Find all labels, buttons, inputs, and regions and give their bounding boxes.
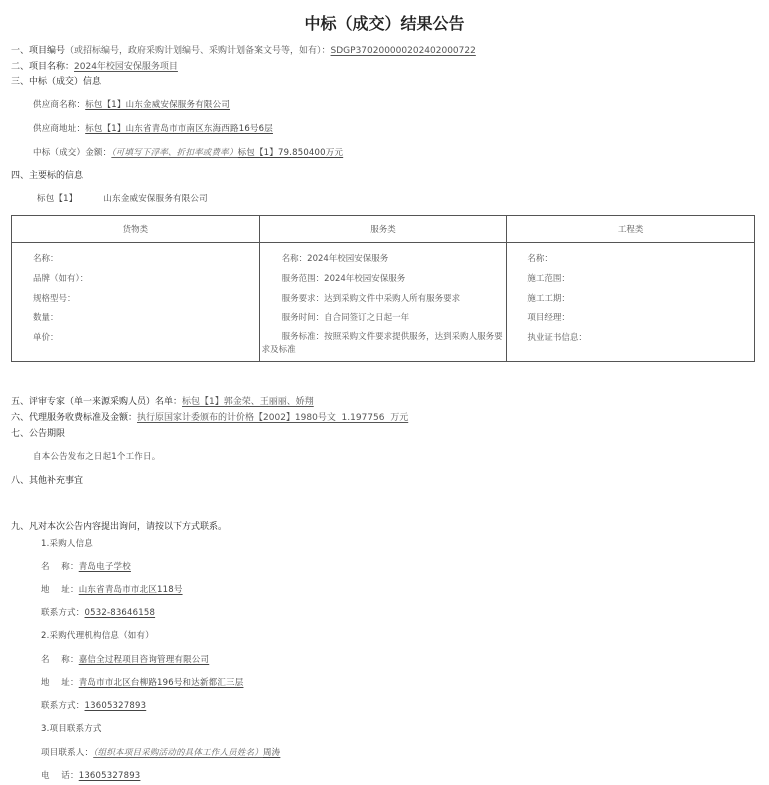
works-scope: 施工范围： [527, 274, 570, 284]
page-title: 中标（成交）结果公告 [304, 14, 465, 33]
purchaser-info-title: 1.采购人信息 [41, 539, 94, 549]
goods-price: 单价： [33, 333, 59, 343]
supplier-name-value: 标包【1】山东金威安保服务有限公司 [85, 100, 231, 110]
agency-name-value: 嘉信全过程项目咨询管理有限公司 [78, 655, 210, 665]
subject-table [11, 215, 755, 362]
experts-row [11, 394, 314, 407]
works-certificate: 执业证书信息： [527, 333, 587, 343]
project-number-value: SDGP370200000202402000722 [330, 46, 476, 56]
agency-name-row [41, 653, 209, 665]
purchaser-phone-value: 0532-83646158 [84, 608, 156, 618]
project-contact-value: 周涛 [262, 748, 281, 758]
goods-model: 规格型号： [33, 294, 76, 304]
service-name: 名称：2024年校园安保服务 [281, 254, 389, 264]
works-period: 施工工期： [527, 294, 570, 304]
purchaser-address-value: 山东省青岛市市北区118号 [78, 585, 183, 595]
project-phone-label: 电 话： [41, 771, 79, 781]
agency-address-label: 地 址： [41, 678, 79, 688]
table-header-goods: 货物类 [12, 216, 260, 243]
goods-name: 名称： [33, 254, 59, 264]
purchaser-name-value: 青岛电子学校 [78, 562, 131, 572]
purchaser-phone-row [41, 606, 155, 618]
service-time: 服务时间：自合同签订之日起一年 [281, 313, 410, 323]
agency-fee-value: 执行原国家计委颁布的计价格【2002】1980号文 1.197756 万元 [137, 413, 409, 423]
lot-label: 标包【1】 [37, 194, 78, 204]
lot-company: 山东金威安保服务有限公司 [103, 194, 208, 204]
agency-fee-label: 六、代理服务收费标准及金额： [11, 413, 138, 423]
lot-row [37, 192, 208, 204]
agency-phone-label: 联系方式： [41, 701, 85, 711]
goods-quantity: 数量： [33, 313, 59, 323]
table-header-service: 服务类 [259, 216, 507, 243]
goods-brand: 品牌（如有）： [33, 274, 89, 284]
purchaser-name-row [41, 560, 131, 572]
table-header-works: 工程类 [507, 216, 755, 243]
works-name: 名称： [527, 254, 553, 264]
service-requirement: 服务要求：达到采购文件中采购人所有服务要求 [281, 294, 461, 304]
supplier-address-value: 标包【1】山东省青岛市市南区东海西路16号6层 [85, 124, 273, 134]
supplier-address-row [33, 122, 273, 134]
project-number-row [11, 43, 476, 56]
award-amount-value: 标包【1】79.850400万元 [237, 148, 344, 158]
service-cell [259, 243, 507, 362]
goods-cell [12, 243, 260, 362]
project-number-hint: （或招标编号，政府采购计划编号、采购计划备案文号等，如有）： [65, 46, 331, 56]
experts-value: 标包【1】郭金荣、王丽丽、娇翔 [182, 397, 314, 407]
purchaser-address-label: 地 址： [41, 585, 79, 595]
agency-phone-value: 13605327893 [84, 701, 147, 711]
project-phone-row [41, 769, 140, 781]
project-name-label: 二、项目名称： [11, 62, 75, 72]
service-standard: 服务标准：按照采购文件要求提供服务，达到采购人服务要求及标准 [261, 332, 503, 355]
other-matters-heading: 八、其他补充事宜 [11, 476, 84, 486]
purchaser-phone-label: 联系方式： [41, 608, 85, 618]
main-subject-heading: 四、主要标的信息 [11, 171, 84, 181]
award-amount-hint: （可填写下浮率、折扣率或费率） [111, 148, 238, 158]
agency-info-title: 2.采购代理机构信息（如有） [41, 631, 154, 641]
project-contact-row [41, 746, 280, 758]
purchaser-address-row [41, 583, 183, 595]
service-scope: 服务范围：2024年校园安保服务 [281, 274, 406, 284]
project-contact-title: 3.项目联系方式 [41, 724, 102, 734]
project-name-row [11, 59, 178, 72]
supplier-name-label: 供应商名称： [33, 100, 86, 110]
award-amount-row [33, 146, 343, 158]
agency-address-value: 青岛市市北区台柳路196号和达新都汇三层 [78, 678, 244, 688]
award-info-heading: 三、中标（成交）信息 [11, 77, 102, 87]
agency-phone-row [41, 699, 146, 711]
agency-name-label: 名 称： [41, 655, 79, 665]
works-manager: 项目经理： [527, 313, 570, 323]
project-number-label: 一、项目编号 [11, 46, 66, 56]
works-cell [507, 243, 755, 362]
project-phone-value: 13605327893 [78, 771, 141, 781]
notice-period-text: 自本公告发布之日起1个工作日。 [33, 452, 161, 462]
notice-period-heading: 七、公告期限 [11, 429, 66, 439]
award-amount-label: 中标（成交）金额： [33, 148, 112, 158]
supplier-address-label: 供应商地址： [33, 124, 86, 134]
project-contact-hint: （组织本项目采购活动的具体工作人员姓名） [93, 748, 263, 758]
supplier-name-row [33, 98, 230, 110]
contact-heading: 九、凡对本次公告内容提出询问，请按以下方式联系。 [11, 522, 228, 532]
agency-address-row [41, 676, 243, 688]
project-contact-label: 项目联系人： [41, 748, 94, 758]
purchaser-name-label: 名 称： [41, 562, 79, 572]
experts-label: 五、评审专家（单一来源采购人员）名单： [11, 397, 183, 407]
project-name-value: 2024年校园安保服务项目 [74, 62, 178, 72]
agency-fee-row [11, 410, 408, 423]
